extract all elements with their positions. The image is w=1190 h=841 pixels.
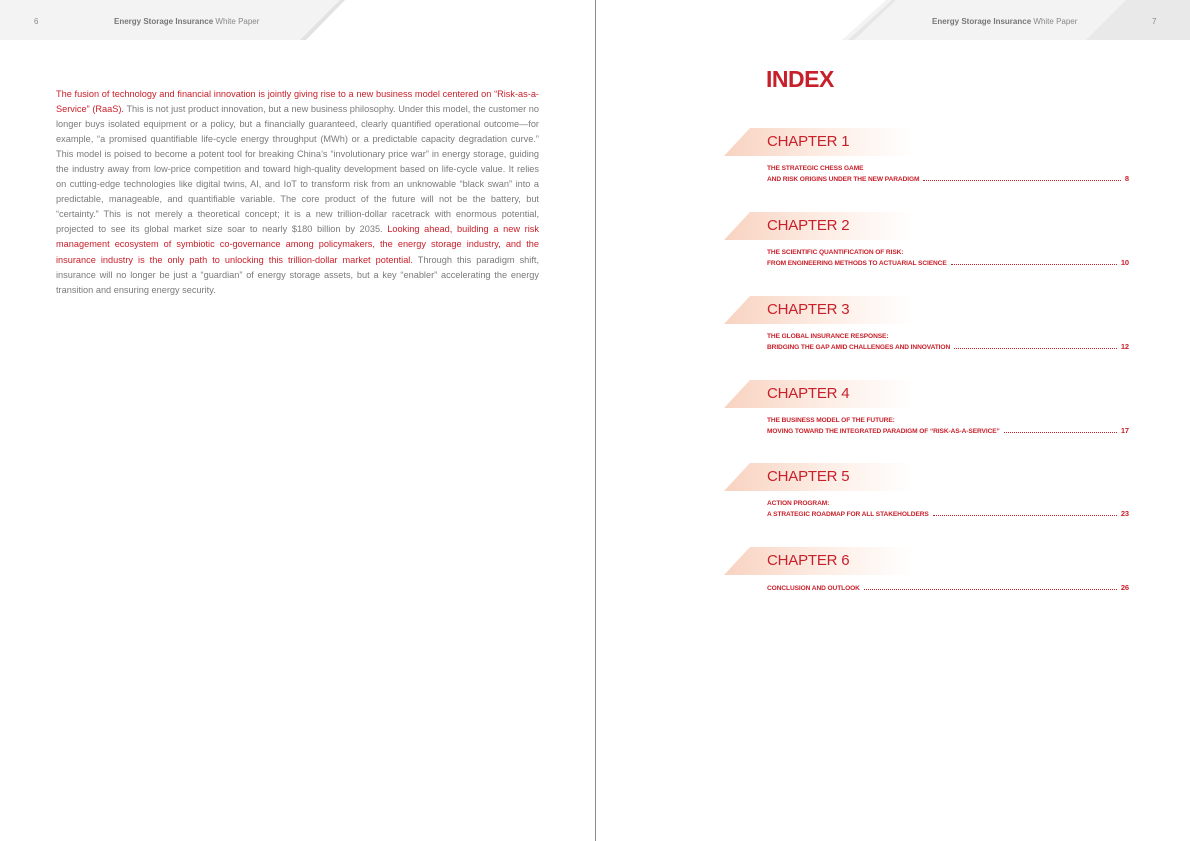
- chapter-page-number: 26: [1120, 583, 1129, 592]
- chapter-entry-link[interactable]: [767, 332, 1129, 353]
- chapter-page-number: 10: [1120, 258, 1129, 267]
- chapter-title-line: AND RISK ORIGINS UNDER THE NEW PARADIGM: [767, 176, 920, 183]
- chapter-page-number: 12: [1120, 342, 1129, 351]
- running-header: Energy Storage Insurance White Paper: [932, 17, 1078, 26]
- dot-leader: [951, 264, 1117, 265]
- chapter-label: CHAPTER 5: [767, 468, 850, 485]
- dot-leader: [923, 180, 1121, 181]
- highlighted-text: Looking ahead, building a new risk management ecosystem of symbiotic co-governance among policymakers, the energy storage industry, and the insurance industry is the only path to unlocking this trillion-dollar market potential.: [56, 224, 539, 265]
- chapter-page-number: 8: [1124, 174, 1129, 183]
- page-number: 7: [1152, 17, 1157, 26]
- chapter-page-number: 23: [1120, 509, 1129, 518]
- chapter-page-number: 17: [1120, 426, 1129, 435]
- chapter-title-line: A STRATEGIC ROADMAP FOR ALL STAKEHOLDERS: [767, 511, 929, 518]
- index-chapter[interactable]: [724, 296, 1134, 353]
- page-number: 6: [34, 17, 39, 26]
- index-chapter[interactable]: [724, 380, 1134, 437]
- chapter-band: [724, 547, 1134, 575]
- index-chapter[interactable]: [724, 547, 1134, 594]
- chapter-title-line: CONCLUSION AND OUTLOOK: [767, 585, 860, 592]
- chapter-band: [724, 128, 1134, 156]
- chapter-band: [724, 380, 1134, 408]
- header-band: [0, 0, 595, 40]
- dot-leader: [954, 348, 1117, 349]
- chapter-title-line: FROM ENGINEERING METHODS TO ACTUARIAL SCIENCE: [767, 260, 947, 267]
- index-chapter[interactable]: [724, 128, 1134, 185]
- index-title: INDEX: [766, 66, 834, 92]
- header-band: [596, 0, 1190, 40]
- dot-leader: [864, 589, 1117, 590]
- chapter-title-line: MOVING TOWARD THE INTEGRATED PARADIGM OF “RISK-AS-A-SERVICE”: [767, 428, 1000, 435]
- chapter-entry-link[interactable]: [767, 416, 1129, 437]
- chapter-entry-link[interactable]: [767, 583, 1129, 594]
- chapter-band: [724, 296, 1134, 324]
- chapter-title-line: THE STRATEGIC CHESS GAME: [767, 165, 864, 172]
- chapter-entry-link[interactable]: [767, 499, 1129, 520]
- chapter-label: CHAPTER 1: [767, 133, 850, 150]
- chapter-title-line: THE BUSINESS MODEL OF THE FUTURE:: [767, 417, 895, 424]
- chapter-entry-link[interactable]: [767, 248, 1129, 269]
- index-chapter[interactable]: [724, 212, 1134, 269]
- chapter-title-line: THE SCIENTIFIC QUANTIFICATION OF RISK:: [767, 249, 904, 256]
- chapter-band: [724, 463, 1134, 491]
- body-paragraph: [56, 87, 539, 298]
- highlighted-text: The fusion of technology and financial innovation is jointly giving rise to a new business model centered on “Risk-as-a-Service” (RaaS).: [56, 89, 539, 115]
- chapter-title-line: BRIDGING THE GAP AMID CHALLENGES AND INNOVATION: [767, 344, 951, 351]
- chapter-label: CHAPTER 2: [767, 217, 850, 234]
- dot-leader: [1004, 432, 1117, 433]
- chapter-entry-link[interactable]: [767, 164, 1129, 185]
- chapter-label: CHAPTER 3: [767, 301, 850, 318]
- chapter-label: CHAPTER 4: [767, 385, 850, 402]
- chapter-band: [724, 212, 1134, 240]
- right-page: [596, 0, 1190, 841]
- index-chapter[interactable]: [724, 463, 1134, 520]
- chapter-label: CHAPTER 6: [767, 552, 850, 569]
- body-text: Through this paradigm shift, insurance will no longer be just a “guardian” of energy storage assets, but a key “enabler” accelerating the energy transition and ensuring energy security.: [56, 254, 539, 295]
- body-text: This is not just product innovation, but a new business philosophy. Under this model, the customer no longer buys isolated equipment or a policy, but a financially guaranteed, clearly quantified operational outcome—for example, “a promised quantifiable life-cycle energy throughput (MWh) or a predictable capacity degradation curve.” This model is poised to become a potent tool for breaking China’s “involutionary price war” in energy storage, guiding the industry away from low-price competition and toward high-quality development based on life-cycle value. It relies on cutting-edge technologies like digital twins, AI, and IoT to transform risk from an unknowable “black swan” into a predictable, manageable, and quantifiable variable. The core product of the future will not be the battery, but “certainty.” This is not merely a theoretical concept; it is a new trillion-dollar racetrack with enormous potential, projected to see its global market size soar to nearly $180 billion by 2035.: [56, 104, 540, 235]
- chapter-title-line: THE GLOBAL INSURANCE RESPONSE:: [767, 333, 889, 340]
- chapter-title-line: ACTION PROGRAM:: [767, 500, 830, 507]
- running-header: Energy Storage Insurance White Paper: [114, 17, 260, 26]
- dot-leader: [933, 515, 1117, 516]
